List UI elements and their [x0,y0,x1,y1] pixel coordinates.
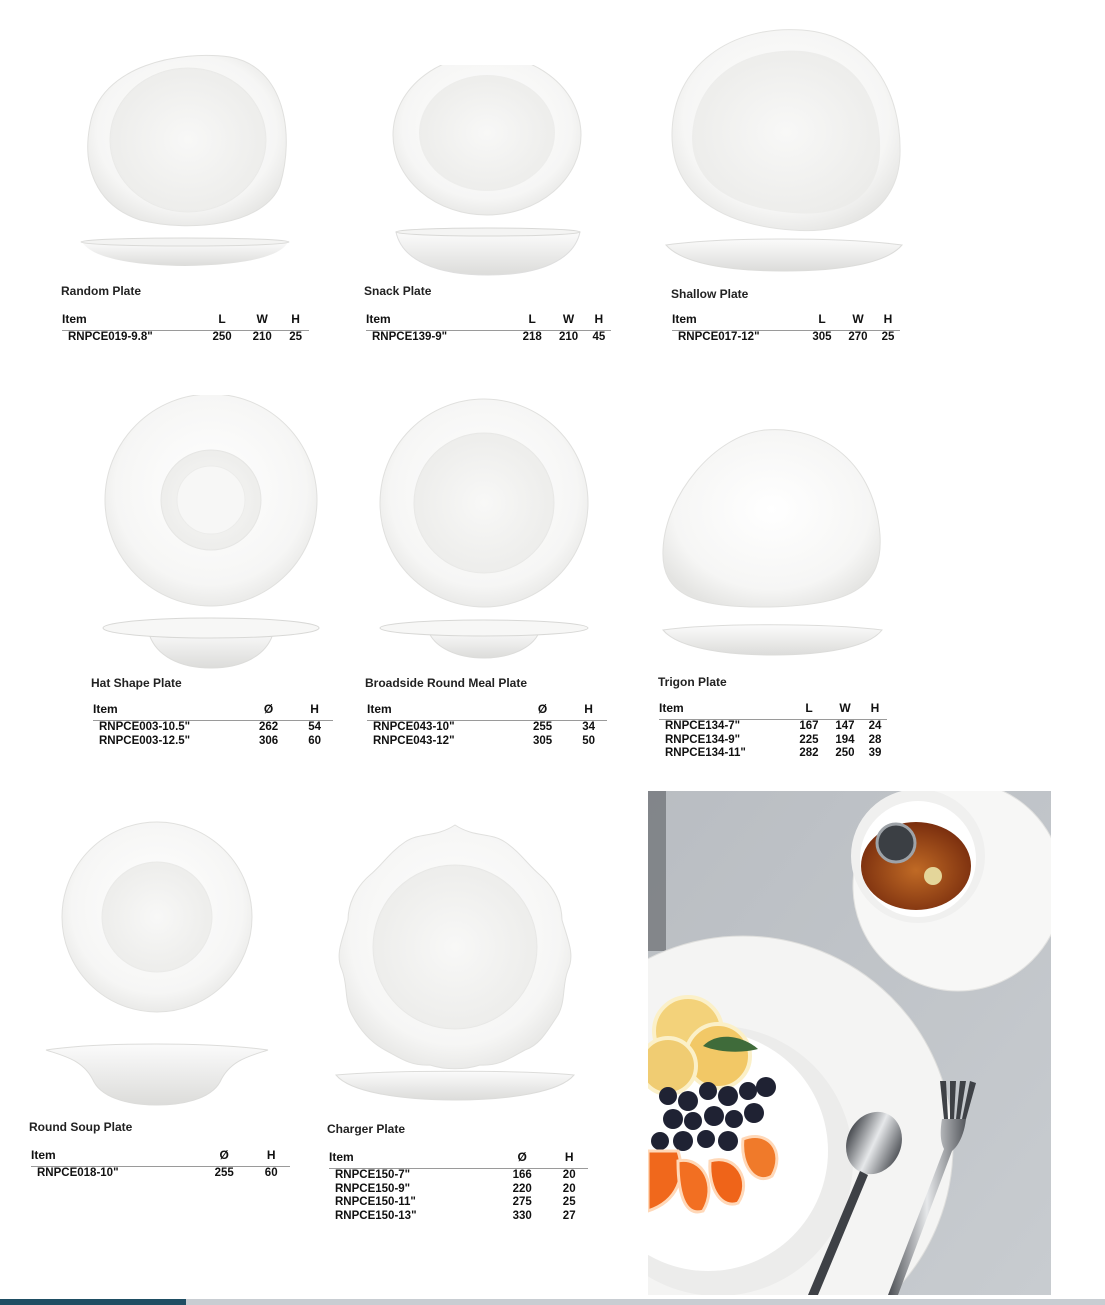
column-header-l: L [514,310,550,331]
column-header-l: L [791,699,827,720]
width-value: 210 [252,331,272,343]
table-row [31,1167,290,1181]
trigon-plate-image [655,425,890,665]
column-header-item: Item [93,700,241,721]
product-name: Broadside Round Meal Plate [365,676,528,690]
height-value: 20 [562,1169,576,1181]
height-value: 50 [582,734,595,747]
product-name: Trigon Plate [658,675,727,689]
diameter-value: 275 [512,1196,532,1208]
item-code: RNPCE139-9" [372,331,448,343]
width-value: 210 [558,331,579,343]
column-header-h: H [863,699,887,720]
item-code: RNPCE134-7" [665,720,741,732]
height-value: 45 [592,331,606,343]
height-value: 20 [562,1182,576,1195]
length-value: 282 [799,747,819,759]
spec-table [93,700,333,748]
length-value: 167 [799,720,819,732]
column-header-w: W [242,310,282,331]
column-header-item: Item [366,310,514,331]
column-header-diameter: Ø [196,1146,252,1167]
column-header-h: H [876,310,900,331]
item-code: RNPCE150-13" [335,1209,417,1222]
diameter-value: 306 [259,734,279,747]
column-header-item: Item [31,1146,196,1167]
item-code: RNPCE043-10" [373,721,455,733]
height-value: 27 [562,1209,576,1222]
height-value: 34 [582,721,595,733]
height-value: 25 [562,1196,576,1208]
column-header-h: H [570,700,607,721]
height-value: 24 [868,720,882,732]
diameter-value: 255 [533,721,553,733]
spec-table [672,310,900,345]
product-name: Charger Plate [327,1122,406,1136]
height-value: 25 [289,331,302,343]
table-row [367,721,607,735]
table-row [62,331,309,345]
table-row [659,747,887,761]
column-header-h: H [550,1148,588,1169]
item-code: RNPCE150-7" [335,1169,411,1181]
item-code: RNPCE043-12" [373,734,455,747]
spec-table [659,699,887,761]
product-name: Snack Plate [364,284,432,298]
width-value: 194 [835,733,855,746]
height-value: 60 [264,1167,278,1179]
diameter-value: 255 [214,1167,234,1179]
item-code: RNPCE003-10.5" [99,721,191,733]
height-value: 60 [308,734,321,747]
column-header-h: H [296,700,333,721]
diameter-value: 330 [512,1209,532,1222]
item-code: RNPCE017-12" [678,331,760,343]
table-row [329,1196,588,1210]
column-header-w: W [840,310,876,331]
column-header-item: Item [659,699,791,720]
charger-plate-image [330,820,580,1110]
table-row [367,735,607,749]
product-name: Shallow Plate [671,287,749,301]
length-value: 305 [812,331,832,343]
item-code: RNPCE019-9.8" [68,331,153,343]
column-header-h: H [252,1146,290,1167]
spec-table [31,1146,290,1181]
column-header-diameter: Ø [515,700,570,721]
spec-table [329,1148,588,1223]
table-row [659,720,887,734]
diameter-value: 262 [259,721,279,733]
product-name: Round Soup Plate [29,1120,133,1134]
column-header-diameter: Ø [494,1148,550,1169]
column-header-item: Item [62,310,202,331]
item-code: RNPCE150-11" [335,1196,416,1208]
height-value: 39 [868,747,882,759]
column-header-diameter: Ø [241,700,296,721]
height-value: 25 [881,331,895,343]
column-header-l: L [804,310,840,331]
spec-table [62,310,309,345]
column-header-item: Item [367,700,515,721]
length-value: 218 [522,331,542,343]
table-row [93,735,333,749]
hat-shape-plate-image [100,395,325,675]
column-header-item: Item [672,310,804,331]
random-plate-image [70,45,300,270]
length-value: 250 [212,331,232,343]
item-code: RNPCE150-9" [335,1182,411,1195]
table-row [329,1210,588,1224]
spec-table [366,310,611,345]
table-row [329,1169,588,1183]
diameter-value: 305 [533,734,553,747]
diameter-value: 166 [512,1169,532,1181]
round-soup-plate-image [40,820,275,1110]
diameter-value: 220 [512,1182,532,1195]
height-value: 28 [868,733,882,746]
product-name: Hat Shape Plate [91,676,182,690]
table-row [672,331,900,345]
column-header-w: W [827,699,863,720]
table-row [329,1183,588,1197]
table-setting-illustration [648,791,1051,1295]
table-row [93,721,333,735]
item-code: RNPCE134-11" [665,747,746,759]
product-name: Random Plate [61,284,142,298]
column-header-w: W [550,310,586,331]
napkin [648,791,666,951]
spec-table [367,700,607,748]
item-code: RNPCE003-12.5" [99,734,191,747]
column-header-h: H [282,310,309,331]
table-row [659,734,887,748]
length-value: 225 [799,733,819,746]
item-code: RNPCE134-9" [665,733,741,746]
width-value: 250 [835,747,855,759]
lifestyle-photo [648,791,1051,1295]
shallow-plate-image [662,25,907,275]
table-row [366,331,611,345]
height-value: 54 [308,721,321,733]
column-header-h: H [587,310,611,331]
item-code: RNPCE018-10" [37,1167,119,1179]
column-header-l: L [202,310,242,331]
broadside-plate-image [378,398,593,663]
tea-ball [877,824,915,862]
width-value: 270 [848,331,868,343]
snack-plate-image [390,65,590,280]
footer-accent [0,1299,186,1305]
column-header-item: Item [329,1148,494,1169]
width-value: 147 [835,720,855,732]
